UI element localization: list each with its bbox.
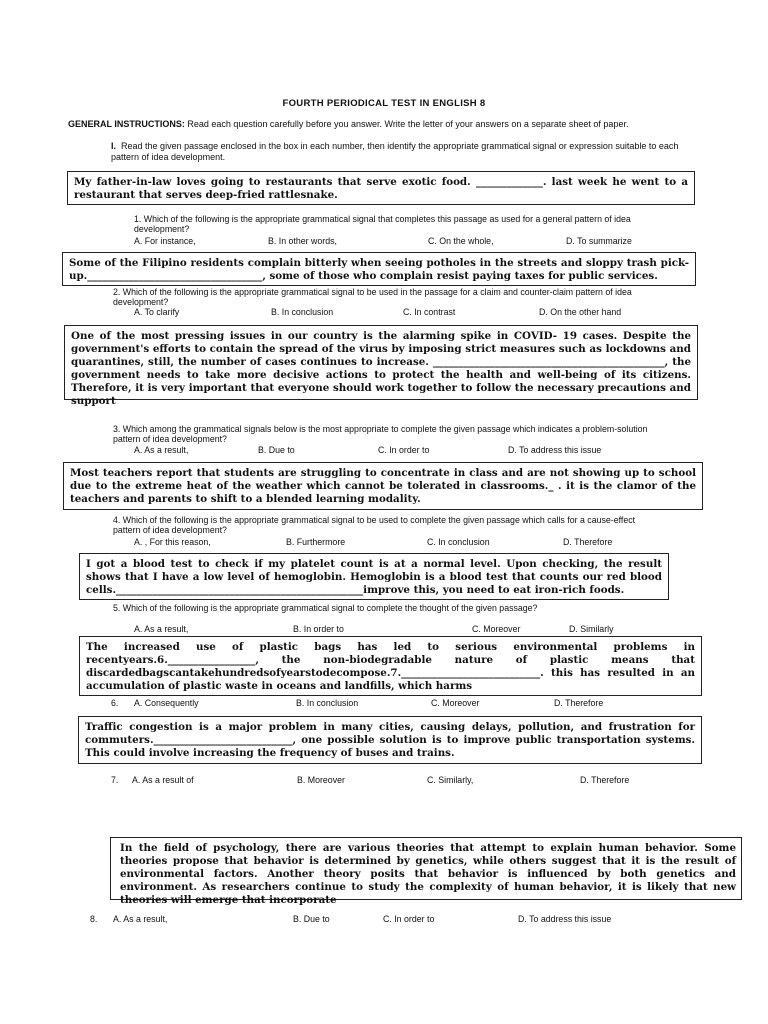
option-2c: C. In contrast (403, 307, 456, 317)
instructions-label: GENERAL INSTRUCTIONS: (68, 119, 185, 129)
option-6c: C. Moreover (431, 698, 480, 708)
passage-box-4: Most teachers report that students are struggling to concentrate in class and are not showing up to school due to the extreme heat of the weather which cannot be tolerated in classrooms._ . it is the clamor of the teachers and parents to shift to a blended learning modality. (63, 462, 703, 510)
sub-instruction-text: Read the given passage enclosed in the box in each number, then identify the appropriate grammatical signal or expression suitable to each pattern of idea development. (111, 141, 679, 162)
option-7c: C. Similarly, (427, 775, 474, 785)
option-7b: B. Moreover (297, 775, 345, 785)
option-7d: D. Therefore (580, 775, 630, 785)
option-4c: C. In conclusion (427, 537, 490, 547)
options-5 (0, 624, 768, 635)
passage-box-3: One of the most pressing issues in our country is the alarming spike in COVID- 19 cases. Despite the government's efforts to contain the spread of the virus by imposing strict measures such as lockdowns and quarantines, still, the number of cases continues to increase. _____________________________________________, the government needs to take more decisive actions to protect the health and well-being of its citizens. Therefore, it is very important that everyone should work together to follow the necessary precautions and support (64, 325, 698, 400)
question-6-number: 6. (111, 698, 119, 708)
passage-box-2: Some of the Filipino residents complain bitterly when seeing potholes in the streets and sloppy trash pick-up.__________________________________, some of those who complain resist paying taxes for public services. (62, 252, 696, 286)
passage-box-1: My father-in-law loves going to restaurants that serve exotic food. _____________. last week he went to a restaurant that serves deep-fried rattlesnake. (67, 171, 695, 205)
options-2 (0, 307, 768, 318)
option-5c: C. Moreover (472, 624, 521, 634)
sub-instruction (111, 141, 691, 163)
option-8a: A. As a result, (113, 914, 168, 924)
passage-box-8: In the field of psychology, there are various theories that attempt to explain human behavior. Some theories propose that behavior is determined by genetics, while others suggest that it is the result of environmental factors. Another theory posits that behavior is influenced by both genetics and environment. As researchers continue to study the complexity of human behavior, it is likely that new theories will emerge that incorporate (110, 837, 742, 900)
option-5b: B. In order to (293, 624, 344, 634)
option-6d: D. Therefore (554, 698, 604, 708)
option-7a: A. As a result of (132, 775, 194, 785)
option-1a: A. For instance, (134, 236, 196, 246)
passage-box-6: The increased use of plastic bags has led to serious environmental problems in recentyears.6._________________, the non-biodegradable nature of plastic means that discardedbagscantakehundredsofyearstodecompose.7.___________________________. this has resulted in an accumulation of plastic waste in oceans and landfills, which harms (79, 636, 702, 696)
options-8 (0, 914, 768, 925)
question-8-number: 8. (90, 914, 98, 924)
option-8d: D. To address this issue (518, 914, 612, 924)
question-7-number: 7. (111, 775, 119, 785)
option-3d: D. To address this issue (508, 445, 602, 455)
option-6b: B. In conclusion (296, 698, 359, 708)
option-6a: A. Consequently (134, 698, 199, 708)
options-1 (0, 236, 768, 247)
options-7 (0, 775, 768, 786)
option-5a: A. As a result, (134, 624, 189, 634)
option-4d: D. Therefore (563, 537, 613, 547)
options-3 (0, 445, 768, 456)
option-2d: D. On the other hand (539, 307, 622, 317)
option-1c: C. On the whole, (428, 236, 494, 246)
question-3: 3. Which among the grammatical signals below is the most appropriate to complete the given passage which indicates a problem-solution pattern of idea development? (113, 424, 648, 444)
option-8c: C. In order to (383, 914, 435, 924)
option-1b: B. In other words, (268, 236, 337, 246)
option-2a: A. To clarify (134, 307, 180, 317)
option-1d: D. To summarize (566, 236, 632, 246)
option-4b: B. Furthermore (286, 537, 346, 547)
option-5d: D. Similarly (569, 624, 614, 634)
general-instructions (68, 119, 693, 130)
option-3a: A. As a result, (134, 445, 189, 455)
option-3c: C. In order to (378, 445, 430, 455)
passage-box-7: Traffic congestion is a major problem in many cities, causing delays, pollution, and frustration for commuters.___________________________, one possible solution is to improve public transportation systems. This could involve increasing the frequency of buses and trains. (78, 716, 702, 764)
question-4: 4. Which of the following is the appropriate grammatical signal to be used to complete the given passage which calls for a cause-effect pattern of idea development? (113, 515, 636, 535)
question-2: 2. Which of the following is the appropriate grammatical signal to be used in the passage for a claim and counter-claim pattern of idea development? (113, 287, 632, 307)
option-8b: B. Due to (293, 914, 330, 924)
options-6 (0, 698, 768, 709)
page-title: FOURTH PERIODICAL TEST IN ENGLISH 8 (282, 98, 486, 109)
question-1: 1. Which of the following is the appropriate grammatical signal that completes this passage as used for a general pattern of idea development? (134, 214, 631, 234)
option-2b: B. In conclusion (271, 307, 334, 317)
option-4a: A. , For this reason, (134, 537, 211, 547)
options-4 (0, 537, 768, 548)
passage-box-5: I got a blood test to check if my platelet count is at a normal level. Upon checking, the result shows that I have a low level of hemoglobin. Hemoglobin is a blood test that counts our red blood cells.________________________________________________improve this, you need to eat iron-rich foods. (79, 553, 669, 600)
instructions-text: Read each question carefully before you answer. Write the letter of your answers on a separate sheet of paper. (187, 119, 629, 129)
option-3b: B. Due to (258, 445, 295, 455)
question-5: 5. Which of the following is the appropriate grammatical signal to complete the thought of the given passage? (113, 603, 538, 613)
sub-instruction-number: I. (111, 141, 117, 151)
